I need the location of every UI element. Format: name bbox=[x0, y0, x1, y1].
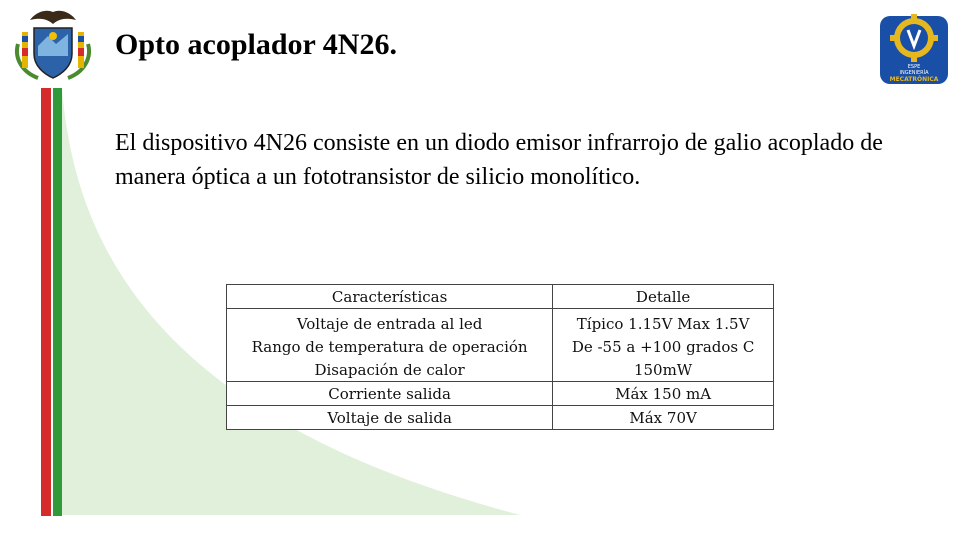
table-cell: Máx 70V bbox=[553, 406, 774, 430]
table-cell: Típico 1.15V Max 1.5V bbox=[553, 312, 774, 335]
table-cell: 150mW bbox=[553, 358, 774, 382]
table-row bbox=[227, 382, 774, 406]
table-cell: Máx 150 mA bbox=[553, 382, 774, 406]
table-cell: Voltaje de salida bbox=[227, 406, 553, 430]
table-cell: De -55 a +100 grados C bbox=[553, 335, 774, 358]
logo-text-mecatronica: MECATRÓNICA bbox=[889, 76, 939, 83]
table-row bbox=[227, 358, 774, 382]
table-cell: Rango de temperatura de operación bbox=[227, 335, 553, 358]
table-cell: Corriente salida bbox=[227, 382, 553, 406]
table-row bbox=[227, 312, 774, 335]
gear-emblem-icon bbox=[878, 8, 950, 86]
green-stripe bbox=[53, 88, 62, 516]
red-stripe bbox=[41, 88, 51, 516]
table-cell: Disapación de calor bbox=[227, 358, 553, 382]
header-detalle: Detalle bbox=[553, 285, 774, 309]
slide-title: Opto acoplador 4N26. bbox=[115, 28, 397, 61]
table-cell: Voltaje de entrada al led bbox=[227, 312, 553, 335]
logo-text-espe: ESPE bbox=[907, 64, 921, 70]
white-stripe bbox=[51, 88, 53, 516]
table-header-row bbox=[227, 285, 774, 309]
header-caracteristicas: Características bbox=[227, 285, 553, 309]
slide-body-text: El dispositivo 4N26 consiste en un diodo emisor infrarrojo de galio acoplado de manera óptica a un fototransistor de silicio monolítico. bbox=[115, 130, 883, 190]
table-row bbox=[227, 406, 774, 430]
table-row bbox=[227, 335, 774, 358]
logo-text-ingenieria: INGENIERÍA bbox=[899, 70, 929, 76]
specifications-table bbox=[226, 284, 774, 430]
coat-of-arms-icon bbox=[8, 6, 98, 84]
